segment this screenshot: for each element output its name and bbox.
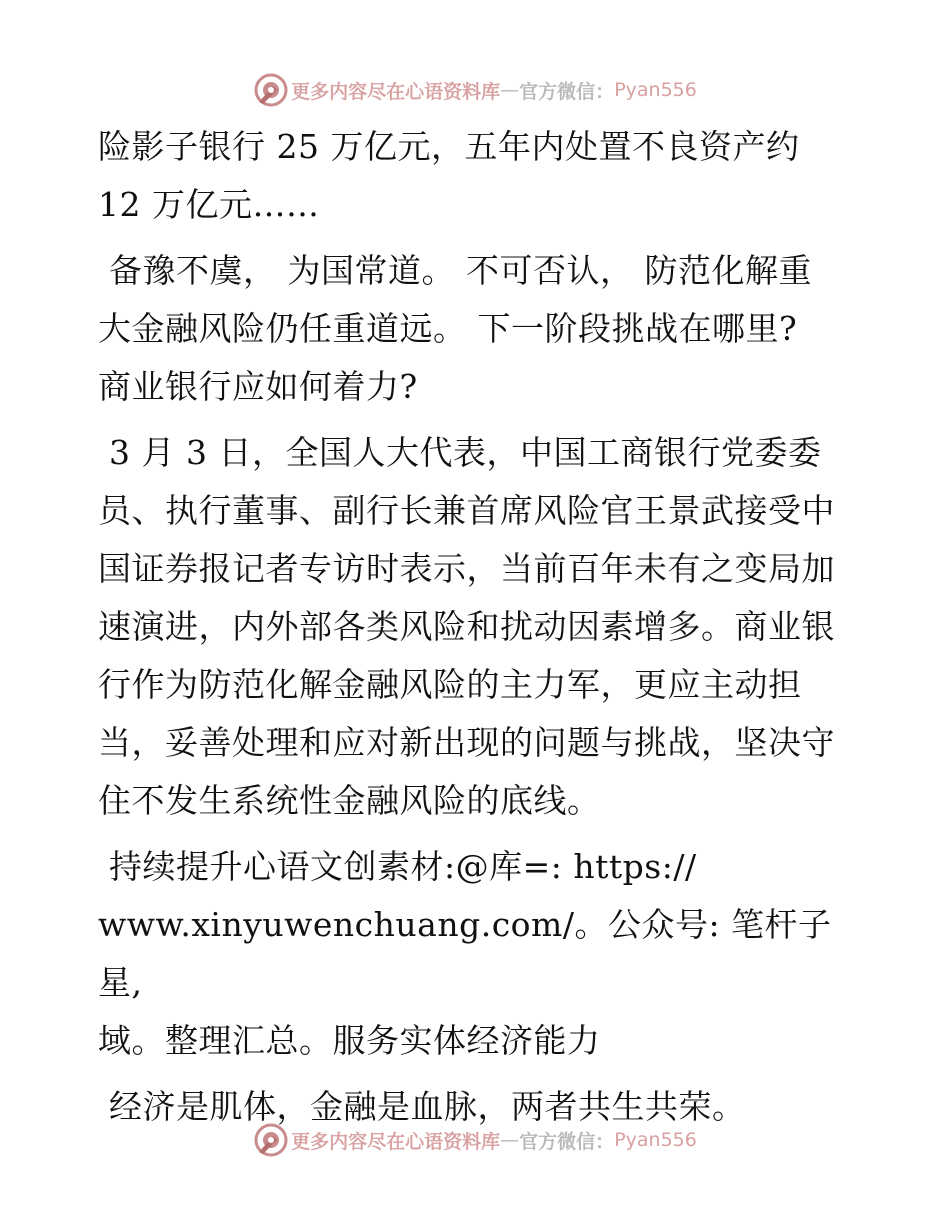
watermark-wechat-id: Pyan556 <box>614 1129 697 1151</box>
text-line: 持续提升心语文创素材:@库=: https:// <box>98 847 697 886</box>
text-line: 大金融风险仍任重道远。 下一阶段挑战在哪里? <box>98 309 798 348</box>
text-line: 12 万亿元…… <box>98 185 320 224</box>
text-line: 行作为防范化解金融风险的主力军，更应主动担 <box>98 665 802 704</box>
watermark-separator: — <box>500 79 520 101</box>
text-line: 速演进，内外部各类风险和扰动因素增多。商业银 <box>98 607 835 646</box>
watermark-wechat-id: Pyan556 <box>614 79 697 101</box>
text-line: 商业银行应如何着力? <box>98 367 418 406</box>
paragraph <box>98 424 858 830</box>
text-line: 住不发生系统性金融风险的底线。 <box>98 781 601 820</box>
pen-seal-icon <box>253 72 289 108</box>
document-body <box>98 118 858 1144</box>
text-line: 经济是肌体，金融是血脉，两者共生共荣。 <box>98 1087 746 1126</box>
watermark-label: 官方微信： <box>519 1130 615 1153</box>
watermark-main-text: 更多内容尽在心语资料库 <box>291 80 501 103</box>
text-line: 域。整理汇总。服务实体经济能力 <box>98 1021 601 1060</box>
watermark-separator: — <box>500 1129 520 1151</box>
watermark-label: 官方微信： <box>519 80 615 103</box>
paragraph <box>98 242 858 416</box>
footer-watermark <box>0 1120 950 1160</box>
text-line: 员、执行董事、副行长兼首席风险官王景武接受中 <box>98 491 835 530</box>
paragraph <box>98 838 858 1070</box>
watermark-main-text: 更多内容尽在心语资料库 <box>291 1130 501 1153</box>
text-line: 国证券报记者专访时表示，当前百年未有之变局加 <box>98 549 835 588</box>
text-line: 当，妥善处理和应对新出现的问题与挑战，坚决守 <box>98 723 835 762</box>
header-watermark <box>0 70 950 110</box>
text-line: www.xinyuwenchuang.com/。公众号: 笔杆子星, <box>98 905 832 1002</box>
text-line: 3 月 3 日，全国人大代表，中国工商银行党委委 <box>98 433 822 472</box>
text-line: 备豫不虞， 为国常道。 不可否认， 防范化解重 <box>98 251 812 290</box>
paragraph <box>98 118 858 234</box>
text-line: 险影子银行 25 万亿元，五年内处置不良资产约 <box>98 127 800 166</box>
pen-seal-icon <box>253 1122 289 1158</box>
